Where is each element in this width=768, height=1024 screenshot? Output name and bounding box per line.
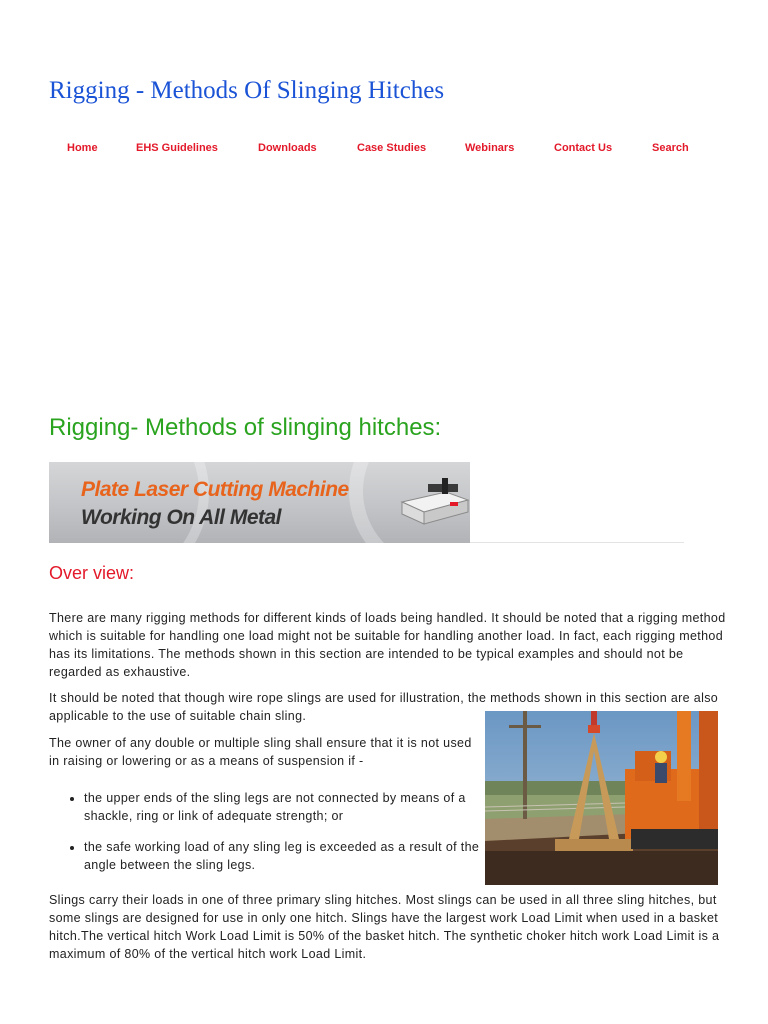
- conditions-list: [66, 789, 484, 887]
- ad-banner[interactable]: [49, 462, 470, 543]
- ad-headline: Plate Laser Cutting Machine: [81, 478, 349, 501]
- main-nav: [0, 142, 768, 158]
- site-title[interactable]: Rigging - Methods Of Slinging Hitches: [49, 77, 445, 104]
- nav-search[interactable]: Search: [652, 142, 689, 154]
- nav-downloads[interactable]: Downloads: [258, 142, 317, 154]
- section-heading: Over view:: [49, 563, 135, 583]
- laser-machine-icon: [398, 472, 470, 534]
- paragraph: Slings carry their loads in one of three primary sling hitches. Most slings can be used in all three sling hitches, but some slings are designed for use in only one hitch. Slings have the largest work Load Limit when used in a basket hitch.The vertical hitch Work Load Limit is 50% of the basket hitch. The synthetic choker hitch work Load Limit is a maximum of 80% of the vertical hitch work Load Limit.: [49, 893, 720, 961]
- nav-case-studies[interactable]: Case Studies: [357, 142, 427, 154]
- paragraph: It should be noted that though wire rope slings are used for illustration, the methods shown in this section are also applicable to the use of suitable chain sling.: [49, 691, 719, 723]
- ad-subheadline: Working On All Metal: [81, 506, 282, 529]
- nav-ehs-guidelines[interactable]: EHS Guidelines: [136, 142, 218, 154]
- paragraph: The owner of any double or multiple sling shall ensure that it is not used in raising or lowering or as a means of suspension if -: [49, 736, 472, 768]
- page-heading: Rigging- Methods of slinging hitches:: [49, 414, 442, 441]
- nav-contact-us[interactable]: Contact Us: [554, 142, 613, 154]
- list-item: • the safe working load of any sling leg is exceeded as a result of the angle between the sling legs.: [84, 838, 484, 874]
- nav-webinars[interactable]: Webinars: [465, 142, 515, 154]
- rigging-photo: [485, 711, 718, 885]
- paragraph: There are many rigging methods for different kinds of loads being handled. It should be noted that a rigging method which is suitable for handling one load might not be suitable for handling another load. In fact, each rigging method has its limitations. The methods shown in this section are intended to be typical examples and should not be regarded as exhaustive.: [49, 611, 726, 679]
- banner-decoration: [49, 462, 209, 543]
- nav-home[interactable]: Home: [67, 142, 98, 154]
- divider: [470, 542, 684, 543]
- list-item: • the upper ends of the sling legs are not connected by means of a shackle, ring or link of adequate strength; or: [84, 789, 484, 825]
